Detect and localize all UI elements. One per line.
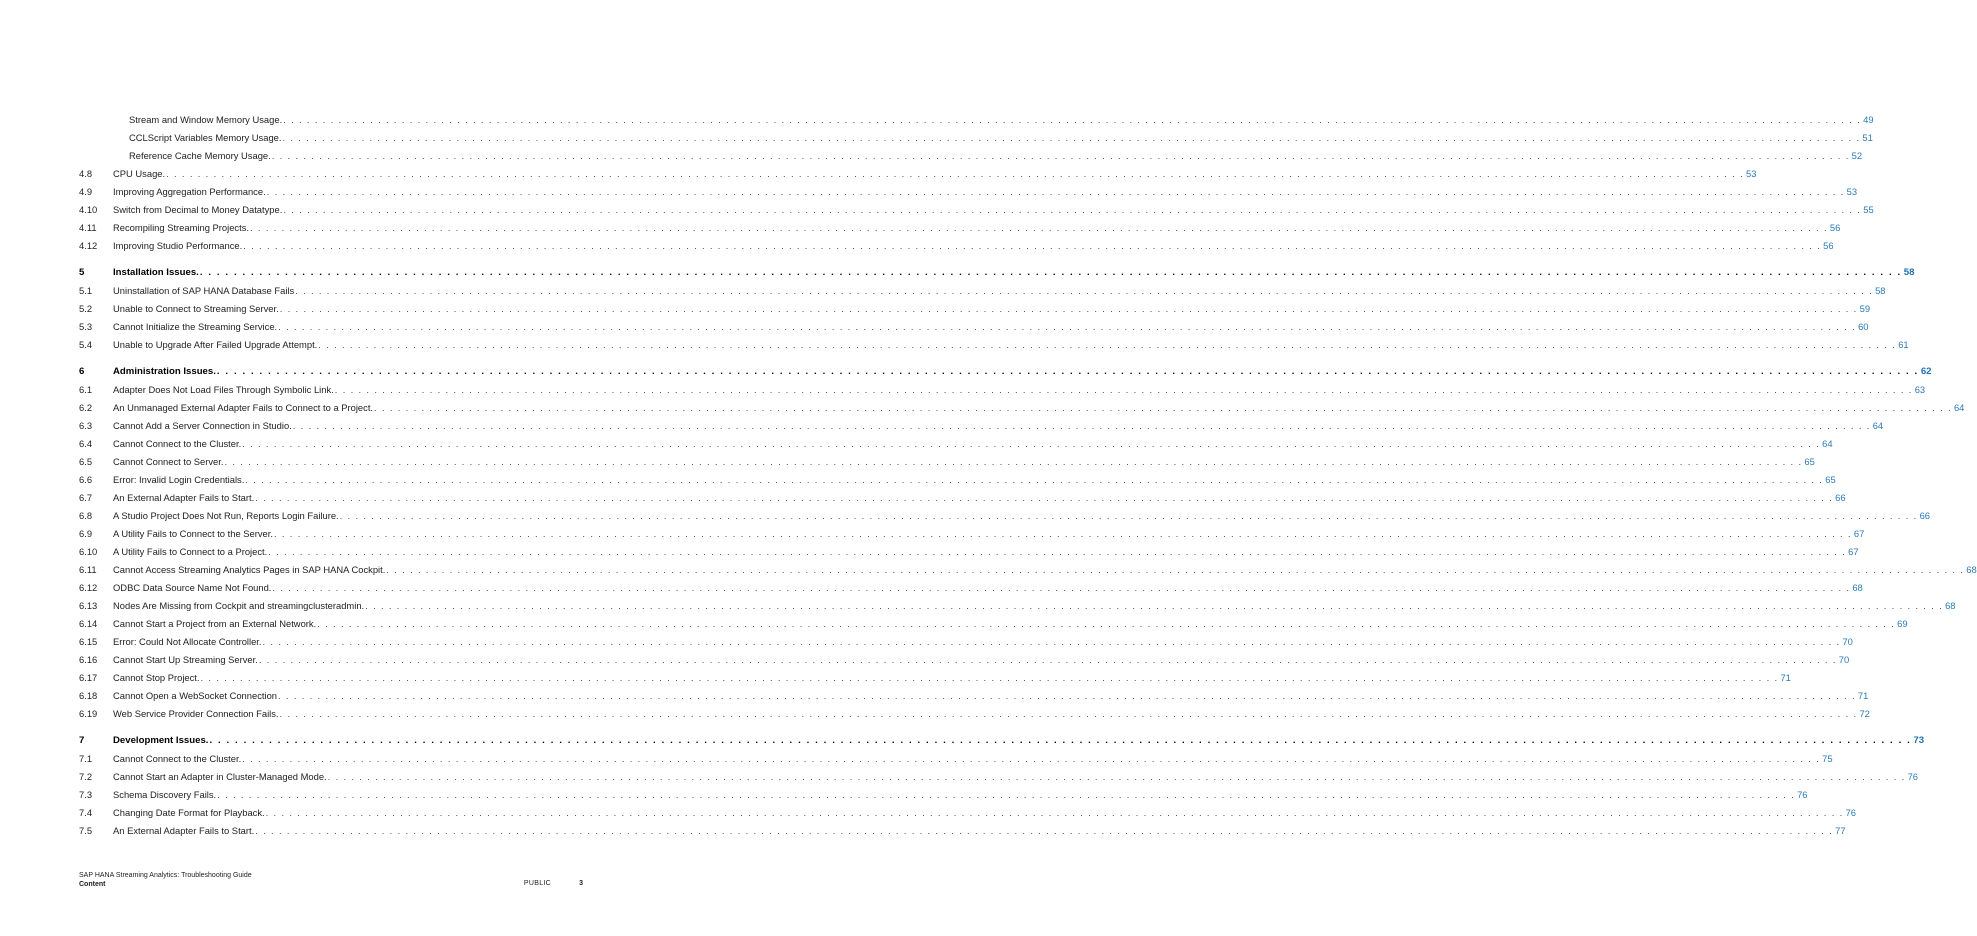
toc-entry-page-link[interactable]: 64 (1872, 420, 1884, 431)
toc-entry-number: 6.10 (79, 546, 98, 557)
toc-entry[interactable] (79, 165, 1757, 183)
toc-entry-page-link[interactable]: 63 (1914, 384, 1926, 395)
toc-entry-title[interactable]: Improving Aggregation Performance. (113, 186, 266, 197)
toc-entry-body (113, 399, 1965, 417)
toc-entry-body (113, 561, 1977, 579)
toc-entry-number: 5.2 (79, 303, 93, 314)
toc-entry-number: 7.4 (79, 807, 93, 818)
toc-entry-page-link[interactable]: 52 (1851, 150, 1863, 161)
toc-entry-body (113, 822, 1846, 840)
toc-entry-title[interactable]: A Utility Fails to Connect to the Server. (113, 528, 273, 539)
toc-entry-page-link[interactable]: 72 (1859, 708, 1870, 719)
toc-entry-page-link[interactable]: 70 (1842, 636, 1853, 647)
chapter-spacer (79, 723, 583, 732)
toc-dot-leader: . . . . . . . . . . . . . . . . . . . . . . . . . . . . . . . . . . . . . . . . . . . . . . . . . . . . . . . . . . . . . . . . . . . . . . . . . . . . . . . . . . . . . . . . . . . . . . . . . . . . . . . . . . . . . . . . . . . . . . . . . . . . . . . . . . . . . . . . . . . . . . . . . . . . . . . . . . . . . . . . . . . . . . . . . . . . . . . . . . . . . . . . . . . . . . . . . . . . . . . . (279, 708, 1858, 719)
toc-entry-page-link[interactable]: 71 (1857, 690, 1869, 701)
toc-entry-number: 6.15 (79, 636, 98, 647)
toc-entry-body (129, 129, 1873, 147)
toc-entry-title[interactable]: An External Adapter Fails to Start. (113, 492, 255, 503)
toc-entry-number: 4.9 (79, 186, 93, 197)
toc-entry-body (113, 471, 1836, 489)
toc-dot-leader: . . . . . . . . . . . . . . . . . . . . . . . . . . . . . . . . . . . . . . . . . . . . . . . . . . . . . . . . . . . . . . . . . . . . . . . . . . . . . . . . . . . . . . . . . . . . . . . . . . . . . . . . . . . . . . . . . . . . . . . . . . . . . . . . . . . . . . . . . . . . . . . . . . . . . . . . . . . . . . . . . . . . . . . . . . . . . . . . . . . . . . . . . . . . . . . . . . . . . . . . (339, 510, 1918, 521)
toc-entry[interactable] (79, 300, 1871, 318)
toc-entry-body (113, 201, 1874, 219)
toc-entry-body (113, 651, 1850, 669)
toc-entry-number: 6.14 (79, 618, 98, 629)
toc-entry-page-link[interactable]: 49 (1863, 114, 1874, 125)
toc-entry[interactable] (79, 129, 1873, 147)
toc-entry-page-link[interactable]: 68 (1966, 564, 1977, 575)
toc-entry-number: 5.1 (79, 285, 93, 296)
toc-dot-leader: . . . . . . . . . . . . . . . . . . . . . . . . . . . . . . . . . . . . . . . . . . . . . . . . . . . . . . . . . . . . . . . . . . . . . . . . . . . . . . . . . . . . . . . . . . . . . . . . . . . . . . . . . . . . . . . . . . . . . . . . . . . . . . . . . . . . . . . . . . . . . . . . . . . . . . . . . . . . . . . . . . . . . . . . . . . . . . . . . . . . . . . . . . . . . . . . . . . . . . . . (295, 285, 1874, 296)
toc-entry-page-link[interactable]: 55 (1863, 204, 1874, 215)
chapter-spacer (79, 354, 583, 363)
toc-entry-number: 7 (79, 735, 85, 746)
toc-entry-title[interactable]: Nodes Are Missing from Cockpit and streamingclusteradmin. (113, 600, 365, 611)
toc-entry-page-link[interactable]: 76 (1907, 771, 1919, 782)
toc-entry-body (129, 147, 1863, 165)
table-of-contents (79, 111, 1977, 840)
toc-entry-body (113, 300, 1871, 318)
toc-dot-leader: . . . . . . . . . . . . . . . . . . . . . . . . . . . . . . . . . . . . . . . . . . . . . . . . . . . . . . . . . . . . . . . . . . . . . . . . . . . . . . . . . . . . . . . . . . . . . . . . . . . . . . . . . . . . . . . . . . . . . . . . . . . . . . . . . . . . . . . . . . . . . . . . . . . . . . . . . . . . . . . . . . . . . . . . . . . . . . . . . . . . . . . . . . . . . . . . . . . . . . . . (243, 240, 1822, 251)
toc-entry-page-link[interactable]: 62 (1920, 366, 1932, 377)
toc-entry-number: 5.3 (79, 321, 93, 332)
toc-dot-leader: . . . . . . . . . . . . . . . . . . . . . . . . . . . . . . . . . . . . . . . . . . . . . . . . . . . . . . . . . . . . . . . . . . . . . . . . . . . . . . . . . . . . . . . . . . . . . . . . . . . . . . . . . . . . . . . . . . . . . . . . . . . . . . . . . . . . . . . . . . . . . . . . . . . . . . . . . . . . . . . . . . . . . . . . . . . . . . . . . . . . . . . . . . . . . . . . . . . . . . . . (242, 753, 1821, 764)
toc-dot-leader: . . . . . . . . . . . . . . . . . . . . . . . . . . . . . . . . . . . . . . . . . . . . . . . . . . . . . . . . . . . . . . . . . . . . . . . . . . . . . . . . . . . . . . . . . . . . . . . . . . . . . . . . . . . . . . . . . . . . . . . . . . . . . . . . . . . . . . . . . . . . . . . . . . . . . . . . . . . . . . . . . . . . . . . . . . . . . . . . . . . . . . . . . . . . . . . . . . . . . . . . (386, 564, 1965, 575)
toc-entry-title[interactable]: Changing Date Format for Playback. (113, 807, 265, 818)
toc-entry[interactable] (79, 633, 1853, 651)
footer-page-number: 3 (579, 880, 583, 887)
toc-entry[interactable] (79, 525, 1865, 543)
toc-entry-body (129, 111, 1874, 129)
toc-entry[interactable] (79, 417, 1884, 435)
toc-entry-body (113, 768, 1919, 786)
toc-entry-page-link[interactable]: 60 (1858, 321, 1869, 332)
toc-entry-body (113, 687, 1869, 705)
toc-entry-title[interactable]: CPU Usage. (113, 168, 166, 179)
toc-entry-page-link[interactable]: 66 (1835, 492, 1846, 503)
toc-entry-page-link[interactable]: 75 (1822, 753, 1833, 764)
toc-entry-title[interactable]: Schema Discovery Fails. (113, 789, 217, 800)
toc-dot-leader: . . . . . . . . . . . . . . . . . . . . . . . . . . . . . . . . . . . . . . . . . . . . . . . . . . . . . . . . . . . . . . . . . . . . . . . . . . . . . . . . . . . . . . . . . . . . . . . . . . . . . . . . . . . . . . . . . . . . . . . . . . . . . . . . . . . . . . . . . . . . . . . . . . . . . . . . . . . . . . . . . . . . . . . . . . . . . . . . . . . . . . . . . . . . . . . . . . . . . . . . (255, 825, 1834, 836)
toc-entry[interactable] (79, 669, 1791, 687)
toc-entry-number: 6.7 (79, 492, 93, 503)
toc-entry-number: 6.9 (79, 528, 93, 539)
toc-entry[interactable] (79, 822, 1846, 840)
toc-entry[interactable] (79, 651, 1850, 669)
toc-entry[interactable] (79, 489, 1846, 507)
toc-entry-title[interactable]: Cannot Add a Server Connection in Studio. (113, 420, 292, 431)
toc-entry-page-link[interactable]: 68 (1945, 600, 1956, 611)
toc-entry-body (113, 336, 1909, 354)
toc-entry-title[interactable]: Reference Cache Memory Usage. (129, 150, 271, 161)
toc-entry[interactable] (79, 336, 1909, 354)
toc-entry[interactable] (79, 219, 1841, 237)
toc-entry-body (113, 579, 1863, 597)
toc-dot-leader: . . . . . . . . . . . . . . . . . . . . . . . . . . . . . . . . . . . . . . . . . . . . . . . . . . . . . . . . . . . . . . . . . . . . . . . . . . . . . . . . . . . . . . . . . . . . . . . . . . . . . . . . . . . . . . . . . . . . . . . . . . . . . . . . . . . . . . . . . . . . . . . . . . . . . . . . . . . . . . . . . . . . . . . . . . . . . . . . . . . . . . . . . . . . . . . . . . . . . . . . (217, 789, 1796, 800)
toc-entry-page-link[interactable]: 67 (1848, 546, 1859, 557)
toc-entry[interactable] (79, 264, 1915, 282)
toc-entry-body (113, 543, 1859, 561)
toc-entry-page-link[interactable]: 56 (1829, 222, 1841, 233)
toc-dot-leader: . . . . . . . . . . . . . . . . . . . . . . . . . . . . . . . . . . . . . . . . . . . . . . . . . . . . . . . . . . . . . . . . . . . . . . . . . . . . . . . . . . . . . . . . . . . . . . . . . . . . . . . . . . . . . . . . . . . . . . . . . . . . . . . . . . . . . . . . . . . . . . . . . . . . . . . . . . . . . . . . . . . . . . . . . . . . . . . . . . . . . . . . . . . . . . . . . . . . . . . . (317, 618, 1896, 629)
toc-entry-body (113, 219, 1841, 237)
toc-entry-body (113, 507, 1930, 525)
toc-entry-title[interactable]: Unable to Upgrade After Failed Upgrade Attempt. (113, 339, 318, 350)
toc-entry-title[interactable]: Cannot Connect to the Cluster. (113, 753, 242, 764)
toc-entry-title[interactable]: Improving Studio Performance. (113, 240, 243, 251)
toc-dot-leader: . . . . . . . . . . . . . . . . . . . . . . . . . . . . . . . . . . . . . . . . . . . . . . . . . . . . . . . . . . . . . . . . . . . . . . . . . . . . . . . . . . . . . . . . . . . . . . . . . . . . . . . . . . . . . . . . . . . . . . . . . . . . . . . . . . . . . . . . . . . . . . . . . . . . . . . . . . . . . . . . . . . . . . . . . . . . . . . . . . . . . . . . . . . . . . . . . . . . . . . . (278, 321, 1857, 332)
toc-entry-number: 5.4 (79, 339, 93, 350)
toc-entry-body (113, 615, 1908, 633)
toc-entry-title[interactable]: Web Service Provider Connection Fails. (113, 708, 279, 719)
toc-entry-title[interactable]: Switch from Decimal to Money Datatype. (113, 204, 283, 215)
toc-dot-leader: . . . . . . . . . . . . . . . . . . . . . . . . . . . . . . . . . . . . . . . . . . . . . . . . . . . . . . . . . . . . . . . . . . . . . . . . . . . . . . . . . . . . . . . . . . . . . . . . . . . . . . . . . . . . . . . . . . . . . . . . . . . . . . . . . . . . . . . . . . . . . . . . . . . . . . . . . . . . . . . . . . . . . . . . . . . . . . . . . . . . . . . . . . . . . . . . . . . . . . . . (224, 456, 1803, 467)
toc-entry-number: 7.3 (79, 789, 93, 800)
toc-entry-body (113, 183, 1858, 201)
toc-entry-number: 5 (79, 267, 85, 278)
toc-entry-number: 7.1 (79, 753, 93, 764)
chapter-spacer (79, 255, 583, 264)
toc-entry-body (113, 282, 1886, 300)
toc-entry[interactable] (79, 750, 1833, 768)
toc-entry[interactable] (79, 237, 1834, 255)
toc-entry[interactable] (79, 687, 1869, 705)
toc-entry[interactable] (79, 768, 1919, 786)
toc-dot-leader: . . . . . . . . . . . . . . . . . . . . . . . . . . . . . . . . . . . . . . . . . . . . . . . . . . . . . . . . . . . . . . . . . . . . . . . . . . . . . . . . . . . . . . . . . . . . . . . . . . . . . . . . . . . . . . . . . . . . . . . . . . . . . . . . . . . . . . . . . . . . . . . . . . . . . . . . . . . . . . . . . . . . . . . . . . . . . . . . . . . . . . . . . . . . . . . . . . . . . . . . (334, 384, 1913, 395)
toc-entry[interactable] (79, 453, 1815, 471)
toc-dot-leader: . . . . . . . . . . . . . . . . . . . . . . . . . . . . . . . . . . . . . . . . . . . . . . . . . . . . . . . . . . . . . . . . . . . . . . . . . . . . . . . . . . . . . . . . . . . . . . . . . . . . . . . . . . . . . . . . . . . . . . . . . . . . . . . . . . . . . . . . . . . . . . . . . . . . . . . . . . . . . . . . . . . . . . . . . . . . . . . . . . . . . . . . . . . . . . . . . . . . . . . . (268, 546, 1847, 557)
toc-entry[interactable] (79, 804, 1856, 822)
toc-entry-title[interactable]: Unable to Connect to Streaming Server. (113, 303, 279, 314)
toc-entry[interactable] (79, 615, 1908, 633)
toc-entry-title[interactable]: A Studio Project Does Not Run, Reports Login Failure. (113, 510, 339, 521)
footer-section-name: Content (79, 881, 106, 888)
toc-entry-title[interactable]: An Unmanaged External Adapter Fails to Connect to a Project. (113, 402, 374, 413)
toc-entry-body (113, 786, 1808, 804)
toc-dot-leader: . . . . . . . . . . . . . . . . . . . . . . . . . . . . . . . . . . . . . . . . . . . . . . . . . . . . . . . . . . . . . . . . . . . . . . . . . . . . . . . . . . . . . . . . . . . . . . . . . . . . . . . . . . . . . . . . . . . . . . . . . . . . . . . . . . . . . . . . . . . . . . . . . . . . . . . . . . . . . . . . . . . . . . . . . . . . . . . . . . . . . . . . . . . . . . . . . . . . . . . . (318, 339, 1897, 350)
toc-entry-number: 6.13 (79, 600, 98, 611)
toc-entry-page-link[interactable]: 61 (1898, 339, 1909, 350)
toc-dot-leader: . . . . . . . . . . . . . . . . . . . . . . . . . . . . . . . . . . . . . . . . . . . . . . . . . . . . . . . . . . . . . . . . . . . . . . . . . . . . . . . . . . . . . . . . . . . . . . . . . . . . . . . . . . . . . . . . . . . . . . . . . . . . . . . . . . . . . . . . . . . . . . . . . . . . . . . . . . . . . . . . . . . . . . . . . . . . . . . . . . . . . . . . . . . . . . . . . . . . . . . . (283, 114, 1862, 125)
toc-entry-number: 7.5 (79, 825, 93, 836)
toc-entry-body (113, 705, 1870, 723)
toc-entry[interactable] (79, 435, 1833, 453)
toc-entry-title[interactable]: Cannot Start an Adapter in Cluster-Managed Mode. (113, 771, 327, 782)
toc-entry-number: 6.19 (79, 708, 98, 719)
toc-dot-leader: . . . . . . . . . . . . . . . . . . . . . . . . . . . . . . . . . . . . . . . . . . . . . . . . . . . . . . . . . . . . . . . . . . . . . . . . . . . . . . . . . . . . . . . . . . . . . . . . . . . . . . . . . . . . . . . . . . . . . . . . . . . . . . . . . . . . . . . . . . . . . . . . . . . . . . . . . . . . . . . . . . . . . . . . . . . . . . . . . . . . . . . . . . . . . . . . . . . . . . . . (200, 672, 1779, 683)
toc-entry-number: 6.18 (79, 690, 98, 701)
toc-entry[interactable] (79, 732, 1925, 750)
toc-entry[interactable] (79, 786, 1808, 804)
toc-dot-leader: . . . . . . . . . . . . . . . . . . . . . . . . . . . . . . . . . . . . . . . . . . . . . . . . . . . . . . . . . . . . . . . . . . . . . . . . . . . . . . . . . . . . . . . . . . . . . . . . . . . . . . . . . . . . . . . . . . . . . . . . . . . . . . . . . . . . . . . . . . . . . . . . . . . . . . . . . . . . . . . . . . . . . . . . . . . . . . . . . . . . . . . . . . . . . . . . . . . . . . . . (278, 690, 1856, 701)
toc-entry-body (113, 417, 1884, 435)
toc-entry-title[interactable]: ODBC Data Source Name Not Found. (113, 582, 272, 593)
toc-entry-page-link[interactable]: 70 (1838, 654, 1850, 665)
toc-entry-title[interactable]: Cannot Open a WebSocket Connection (113, 690, 277, 701)
toc-dot-leader: . . . . . . . . . . . . . . . . . . . . . . . . . . . . . . . . . . . . . . . . . . . . . . . . . . . . . . . . . . . . . . . . . . . . . . . . . . . . . . . . . . . . . . . . . . . . . . . . . . . . . . . . . . . . . . . . . . . . . . . . . . . . . . . . . . . . . . . . . . . . . . . . . . . . . . . . . . . . . . . . . . . . . . . . . . . . . . . . . . . . . . . . . . . . . . . . . . . . . . . . (265, 807, 1844, 818)
toc-entry-title[interactable]: Cannot Connect to the Cluster. (113, 438, 242, 449)
toc-entry[interactable] (79, 111, 1874, 129)
toc-dot-leader: . . . . . . . . . . . . . . . . . . . . . . . . . . . . . . . . . . . . . . . . . . . . . . . . . . . . . . . . . . . . . . . . . . . . . . . . . . . . . . . . . . . . . . . . . . . . . . . . . . . . . . . . . . . . . . . . . . . . . . . . . . . . . . . . . . . . . . . . . . . . . . . . . . . . . . . . . . . . . . . . . . . . . . . . . . . . . . . . . . . . . . . . . . . . . . . . . . . . . . . . (273, 528, 1852, 539)
toc-entry-body (113, 669, 1791, 687)
toc-entry[interactable] (79, 318, 1869, 336)
toc-dot-leader: . . . . . . . . . . . . . . . . . . . . . . . . . . . . . . . . . . . . . . . . . . . . . . . . . . . . . . . . . . . . . . . . . . . . . . . . . . . . . . . . . . . . . . . . . . . . . . . . . . . . . . . . . . . . . . . . . . . . . . . . . . . . . . . . . . . . . . . . . . . . . . . . . . . . . . . . . . . . . . . . . . . . . . . . . . . . . . . . . . . . . . . . . . . . . . . . . . . . . . . . (262, 636, 1841, 647)
toc-entry[interactable] (79, 705, 1870, 723)
toc-entry-number: 4.12 (79, 240, 98, 251)
toc-dot-leader: . . . . . . . . . . . . . . . . . . . . . . . . . . . . . . . . . . . . . . . . . . . . . . . . . . . . . . . . . . . . . . . . . . . . . . . . . . . . . . . . . . . . . . . . . . . . . . . . . . . . . . . . . . . . . . . . . . . . . . . . . . . . . . . . . . . . . . . . . . . . . . . . . . . . . . . . . . . . . . . . . . . . . . . . . . . . . . . . . . . . . . . . . . . . . . . . . . . . . . . . (283, 204, 1862, 215)
toc-entry-title[interactable]: Cannot Initialize the Streaming Service. (113, 321, 278, 332)
toc-entry-number: 4.10 (79, 204, 98, 215)
toc-entry-title[interactable]: Adapter Does Not Load Files Through Symbolic Link. (113, 384, 334, 395)
toc-entry-title[interactable]: An External Adapter Fails to Start. (113, 825, 255, 836)
toc-entry-page-link[interactable]: 76 (1797, 789, 1808, 800)
toc-dot-leader: . . . . . . . . . . . . . . . . . . . . . . . . . . . . . . . . . . . . . . . . . . . . . . . . . . . . . . . . . . . . . . . . . . . . . . . . . . . . . . . . . . . . . . . . . . . . . . . . . . . . . . . . . . . . . . . . . . . . . . . . . . . . . . . . . . . . . . . . . . . . . . . . . . . . . . . . . . . . . . . . . . . . . . . . . . . . . . . . . . . . . . . . . . . . . . . . . . . . . . . . (266, 186, 1845, 197)
toc-entry-page-link[interactable]: 65 (1804, 456, 1815, 467)
toc-entry-title[interactable]: Cannot Access Streaming Analytics Pages in SAP HANA Cockpit. (113, 564, 386, 575)
toc-entry-number: 6.1 (79, 384, 93, 395)
toc-entry-body (113, 633, 1853, 651)
toc-entry[interactable] (79, 597, 1956, 615)
toc-dot-leader: . . . . . . . . . . . . . . . . . . . . . . . . . . . . . . . . . . . . . . . . . . . . . . . . . . . . . . . . . . . . . . . . . . . . . . . . . . . . . . . . . . . . . . . . . . . . . . . . . . . . . . . . . . . . . . . . . . . . . . . . . . . . . . . . . . . . . . . . . . . . . . . . . . . . . . . . . . . . . . . . . . . . . . . . . . . . . . . . . . . . . . . . . . . . . . . . . . . . . . . . (279, 303, 1858, 314)
toc-entry-page-link[interactable]: 76 (1845, 807, 1856, 818)
toc-entry-page-link[interactable]: 58 (1903, 267, 1915, 278)
toc-entry-title[interactable]: Development Issues. (113, 735, 209, 746)
toc-entry-number: 6.3 (79, 420, 93, 431)
toc-entry-body (113, 804, 1856, 822)
toc-entry[interactable] (79, 381, 1926, 399)
toc-entry-body (113, 264, 1915, 282)
toc-entry-title[interactable]: Cannot Connect to Server. (113, 456, 224, 467)
toc-entry-number: 7.2 (79, 771, 93, 782)
toc-dot-leader: . . . . . . . . . . . . . . . . . . . . . . . . . . . . . . . . . . . . . . . . . . . . . . . . . . . . . . . . . . . . . . . . . . . . . . . . . . . . . . . . . . . . . . . . . . . . . . . . . . . . . . . . . . . . . . . . . . . . . . . . . . . . . . . . . . . . . . . . . . . . . . . . . . . . . . . . . . . . . . . . . . . . . . . . . . . . . . . . . . . . . . . . . . . . . . . . . . . . . . . . (199, 267, 1902, 278)
toc-entry-page-link[interactable]: 56 (1823, 240, 1834, 251)
toc-entry-body (113, 165, 1757, 183)
toc-entry-body (113, 381, 1926, 399)
toc-dot-leader: . . . . . . . . . . . . . . . . . . . . . . . . . . . . . . . . . . . . . . . . . . . . . . . . . . . . . . . . . . . . . . . . . . . . . . . . . . . . . . . . . . . . . . . . . . . . . . . . . . . . . . . . . . . . . . . . . . . . . . . . . . . . . . . . . . . . . . . . . . . . . . . . . . . . . . . . . . . . . . . . . . . . . . . . . . . . . . . . . . . . . . . . . . . . . . . . . . . . . . . . (245, 474, 1824, 485)
toc-entry-number: 6.8 (79, 510, 93, 521)
toc-dot-leader: . . . . . . . . . . . . . . . . . . . . . . . . . . . . . . . . . . . . . . . . . . . . . . . . . . . . . . . . . . . . . . . . . . . . . . . . . . . . . . . . . . . . . . . . . . . . . . . . . . . . . . . . . . . . . . . . . . . . . . . . . . . . . . . . . . . . . . . . . . . . . . . . . . . . . . . . . . . . . . . . . . . . . . . . . . . . . . . . . . . . . . . . . . . . . . . . . . . . . . . . (272, 582, 1851, 593)
toc-entry[interactable] (79, 363, 1932, 381)
toc-entry-body (113, 750, 1833, 768)
toc-entry-title[interactable]: Uninstallation of SAP HANA Database Fails (113, 285, 295, 296)
toc-entry-page-link[interactable]: 65 (1825, 474, 1836, 485)
toc-entry-body (113, 237, 1834, 255)
toc-entry-number: 4.11 (79, 222, 97, 233)
toc-entry-body (113, 525, 1865, 543)
toc-entry-page-link[interactable]: 66 (1919, 510, 1930, 521)
toc-entry-page-link[interactable]: 58 (1875, 285, 1886, 296)
toc-entry-page-link[interactable]: 71 (1780, 672, 1791, 683)
toc-dot-leader: . . . . . . . . . . . . . . . . . . . . . . . . . . . . . . . . . . . . . . . . . . . . . . . . . . . . . . . . . . . . . . . . . . . . . . . . . . . . . . . . . . . . . . . . . . . . . . . . . . . . . . . . . . . . . . . . . . . . . . . . . . . . . . . . . . . . . . . . . . . . . . . . . . . . . . . . . . . . . . . . . . . . . . . . . . . . . . . . . . . . . . . . . . . . . . . . . . . . . . . . (209, 735, 1912, 746)
toc-entry-body (113, 732, 1925, 750)
toc-entry-title[interactable]: Error: Could Not Allocate Controller. (113, 636, 262, 647)
toc-entry-body (113, 597, 1956, 615)
toc-entry-page-link[interactable]: 73 (1913, 735, 1925, 746)
toc-entry-title[interactable]: Error: Invalid Login Credentials. (113, 474, 245, 485)
footer-classification: PUBLIC (523, 880, 551, 887)
toc-entry-page-link[interactable]: 64 (1953, 402, 1965, 413)
toc-dot-leader: . . . . . . . . . . . . . . . . . . . . . . . . . . . . . . . . . . . . . . . . . . . . . . . . . . . . . . . . . . . . . . . . . . . . . . . . . . . . . . . . . . . . . . . . . . . . . . . . . . . . . . . . . . . . . . . . . . . . . . . . . . . . . . . . . . . . . . . . . . . . . . . . . . . . . . . . . . . . . . . . . . . . . . . . . . . . . . . . . . . . . . . . . . . . . . . . . . . . . . . . (365, 600, 1944, 611)
toc-entry-title[interactable]: Cannot Start Up Streaming Server. (113, 654, 258, 665)
toc-entry[interactable] (79, 282, 1886, 300)
toc-entry[interactable] (79, 147, 1863, 165)
toc-entry-page-link[interactable]: 51 (1862, 132, 1873, 143)
toc-entry-title[interactable]: Cannot Stop Project. (113, 672, 200, 683)
toc-entry-body (113, 453, 1815, 471)
toc-entry-page-link[interactable]: 69 (1897, 618, 1908, 629)
toc-entry[interactable] (79, 507, 1930, 525)
toc-dot-leader: . . . . . . . . . . . . . . . . . . . . . . . . . . . . . . . . . . . . . . . . . . . . . . . . . . . . . . . . . . . . . . . . . . . . . . . . . . . . . . . . . . . . . . . . . . . . . . . . . . . . . . . . . . . . . . . . . . . . . . . . . . . . . . . . . . . . . . . . . . . . . . . . . . . . . . . . . . . . . . . . . . . . . . . . . . . . . . . . . . . . . . . . . . . . . . . . . . . . . . . . (166, 168, 1745, 179)
toc-entry-page-link[interactable]: 67 (1853, 528, 1865, 539)
toc-entry-number: 4.8 (79, 168, 93, 179)
toc-entry[interactable] (79, 471, 1836, 489)
toc-entry[interactable] (79, 543, 1859, 561)
toc-entry-number: 6.17 (79, 672, 98, 683)
toc-entry-title[interactable]: A Utility Fails to Connect to a Project. (113, 546, 268, 557)
toc-dot-leader: . . . . . . . . . . . . . . . . . . . . . . . . . . . . . . . . . . . . . . . . . . . . . . . . . . . . . . . . . . . . . . . . . . . . . . . . . . . . . . . . . . . . . . . . . . . . . . . . . . . . . . . . . . . . . . . . . . . . . . . . . . . . . . . . . . . . . . . . . . . . . . . . . . . . . . . . . . . . . . . . . . . . . . . . . . . . . . . . . . . . . . . . . . . . . . . . . . . . . . . . (271, 150, 1850, 161)
toc-dot-leader: . . . . . . . . . . . . . . . . . . . . . . . . . . . . . . . . . . . . . . . . . . . . . . . . . . . . . . . . . . . . . . . . . . . . . . . . . . . . . . . . . . . . . . . . . . . . . . . . . . . . . . . . . . . . . . . . . . . . . . . . . . . . . . . . . . . . . . . . . . . . . . . . . . . . . . . . . . . . . . . . . . . . . . . . . . . . . . . . . . . . . . . . . . . . . . . . . . . . . . . . (374, 402, 1952, 413)
toc-entry-title[interactable]: Stream and Window Memory Usage. (129, 114, 283, 125)
toc-dot-leader: . . . . . . . . . . . . . . . . . . . . . . . . . . . . . . . . . . . . . . . . . . . . . . . . . . . . . . . . . . . . . . . . . . . . . . . . . . . . . . . . . . . . . . . . . . . . . . . . . . . . . . . . . . . . . . . . . . . . . . . . . . . . . . . . . . . . . . . . . . . . . . . . . . . . . . . . . . . . . . . . . . . . . . . . . . . . . . . . . . . . . . . . . . . . . . . . . . . . . . . . (242, 438, 1821, 449)
toc-entry-page-link[interactable]: 53 (1846, 186, 1858, 197)
toc-entry-page-link[interactable]: 77 (1835, 825, 1846, 836)
toc-entry-title[interactable]: Installation Issues. (113, 267, 199, 278)
toc-entry-body (113, 363, 1932, 381)
toc-dot-leader: . . . . . . . . . . . . . . . . . . . . . . . . . . . . . . . . . . . . . . . . . . . . . . . . . . . . . . . . . . . . . . . . . . . . . . . . . . . . . . . . . . . . . . . . . . . . . . . . . . . . . . . . . . . . . . . . . . . . . . . . . . . . . . . . . . . . . . . . . . . . . . . . . . . . . . . . . . . . . . . . . . . . . . . . . . . . . . . . . . . . . . . . . . . . . . . . . . . . . . . . (282, 132, 1861, 143)
toc-entry-body (113, 435, 1833, 453)
toc-entry-number: 6.12 (79, 582, 98, 593)
toc-dot-leader: . . . . . . . . . . . . . . . . . . . . . . . . . . . . . . . . . . . . . . . . . . . . . . . . . . . . . . . . . . . . . . . . . . . . . . . . . . . . . . . . . . . . . . . . . . . . . . . . . . . . . . . . . . . . . . . . . . . . . . . . . . . . . . . . . . . . . . . . . . . . . . . . . . . . . . . . . . . . . . . . . . . . . . . . . . . . . . . . . . . . . . . . . . . . . . . . . . . . . . . . (292, 420, 1871, 431)
toc-entry[interactable] (79, 183, 1858, 201)
toc-entry-page-link[interactable]: 59 (1859, 303, 1871, 314)
toc-entry[interactable] (79, 579, 1863, 597)
toc-dot-leader: . . . . . . . . . . . . . . . . . . . . . . . . . . . . . . . . . . . . . . . . . . . . . . . . . . . . . . . . . . . . . . . . . . . . . . . . . . . . . . . . . . . . . . . . . . . . . . . . . . . . . . . . . . . . . . . . . . . . . . . . . . . . . . . . . . . . . . . . . . . . . . . . . . . . . . . . . . . . . . . . . . . . . . . . . . . . . . . . . . . . . . . . . . . . . . . . . . . . . . . . (255, 492, 1834, 503)
toc-entry-number: 6.11 (79, 564, 97, 575)
toc-entry-page-link[interactable]: 53 (1746, 168, 1757, 179)
toc-entry-title[interactable]: CCLScript Variables Memory Usage. (129, 132, 282, 143)
page-footer (79, 871, 583, 889)
toc-entry[interactable] (79, 399, 1965, 417)
toc-entry-page-link[interactable]: 68 (1852, 582, 1863, 593)
toc-dot-leader: . . . . . . . . . . . . . . . . . . . . . . . . . . . . . . . . . . . . . . . . . . . . . . . . . . . . . . . . . . . . . . . . . . . . . . . . . . . . . . . . . . . . . . . . . . . . . . . . . . . . . . . . . . . . . . . . . . . . . . . . . . . . . . . . . . . . . . . . . . . . . . . . . . . . . . . . . . . . . . . . . . . . . . . . . . . . . . . . . . . . . . . . . . . . . . . . . . . . . . . . (250, 222, 1828, 233)
toc-entry-number: 6.2 (79, 402, 93, 413)
toc-entry-number: 6.4 (79, 438, 93, 449)
toc-entry-body (113, 318, 1869, 336)
toc-dot-leader: . . . . . . . . . . . . . . . . . . . . . . . . . . . . . . . . . . . . . . . . . . . . . . . . . . . . . . . . . . . . . . . . . . . . . . . . . . . . . . . . . . . . . . . . . . . . . . . . . . . . . . . . . . . . . . . . . . . . . . . . . . . . . . . . . . . . . . . . . . . . . . . . . . . . . . . . . . . . . . . . . . . . . . . . . . . . . . . . . . . . . . . . . . . . . . . . . . . . . . . . (216, 366, 1919, 377)
toc-entry-number: 6.16 (79, 654, 98, 665)
toc-entry-number: 6 (79, 366, 85, 377)
toc-entry-number: 6.6 (79, 474, 93, 485)
footer-document-title: SAP HANA Streaming Analytics: Troubleshooting Guide (79, 872, 252, 879)
toc-entry[interactable] (79, 201, 1874, 219)
toc-dot-leader: . . . . . . . . . . . . . . . . . . . . . . . . . . . . . . . . . . . . . . . . . . . . . . . . . . . . . . . . . . . . . . . . . . . . . . . . . . . . . . . . . . . . . . . . . . . . . . . . . . . . . . . . . . . . . . . . . . . . . . . . . . . . . . . . . . . . . . . . . . . . . . . . . . . . . . . . . . . . . . . . . . . . . . . . . . . . . . . . . . . . . . . . . . . . . . . . . . . . . . . . (258, 654, 1837, 665)
toc-entry-number: 6.5 (79, 456, 93, 467)
toc-entry-page-link[interactable]: 64 (1822, 438, 1833, 449)
toc-entry-title[interactable]: Cannot Start a Project from an External Network. (113, 618, 317, 629)
toc-dot-leader: . . . . . . . . . . . . . . . . . . . . . . . . . . . . . . . . . . . . . . . . . . . . . . . . . . . . . . . . . . . . . . . . . . . . . . . . . . . . . . . . . . . . . . . . . . . . . . . . . . . . . . . . . . . . . . . . . . . . . . . . . . . . . . . . . . . . . . . . . . . . . . . . . . . . . . . . . . . . . . . . . . . . . . . . . . . . . . . . . . . . . . . . . . . . . . . . . . . . . . . . (327, 771, 1906, 782)
toc-entry-title[interactable]: Recompiling Streaming Projects. (113, 222, 249, 233)
toc-entry[interactable] (79, 561, 1977, 579)
toc-entry-body (113, 489, 1846, 507)
toc-entry-title[interactable]: Administration Issues. (113, 366, 216, 377)
